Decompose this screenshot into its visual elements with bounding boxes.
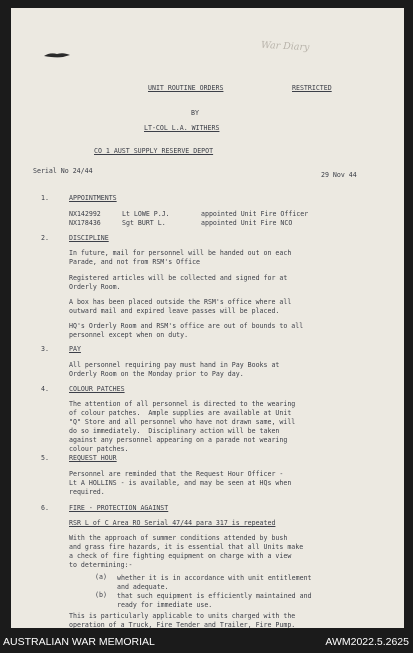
appointment-id: NX178436 (69, 219, 101, 227)
section-number: 2. (41, 234, 49, 242)
order-title: UNIT ROUTINE ORDERS (148, 84, 224, 92)
list-item-text: whether it is in accordance with unit entitlement and adequate. (117, 574, 312, 591)
section-number: 4. (41, 385, 49, 393)
paragraph: Registered articles will be collected and signed for at Orderly Room. (69, 274, 288, 291)
footer-accession-number: AWM2022.5.2625 (325, 636, 409, 648)
footer-source: AUSTRALIAN WAR MEMORIAL (3, 636, 155, 648)
paragraph: With the approach of summer conditions attended by bush and grass fire hazards, it is essential that all Units make a check of fire fighting equipment on charge with a view to determining:- (69, 534, 304, 569)
section-heading-colour-patches: COLOUR PATCHES (69, 385, 125, 393)
order-date: 29 Nov 44 (321, 171, 357, 179)
paragraph: A box has been placed outside the RSM's office where all outward mail and expired leave passes will be placed. (69, 298, 292, 315)
list-item-label: (b) (95, 591, 107, 599)
paperclip-mark-icon (43, 52, 71, 58)
section-heading-request-hour: REQUEST HOUR (69, 454, 117, 462)
document-page (11, 8, 404, 628)
section-heading-discipline: DISCIPLINE (69, 234, 109, 242)
section-number: 1. (41, 194, 49, 202)
footer-bar (0, 632, 413, 653)
appointment-name: Sgt BURT L. (122, 219, 166, 227)
appointment-id: NX142992 (69, 210, 101, 218)
section-heading-pay: PAY (69, 345, 81, 353)
section-number: 3. (41, 345, 49, 353)
section-subheading: RSR L of C Area RO Serial 47/44 para 317 is repeated (69, 519, 276, 527)
unit-name: CO 1 AUST SUPPLY RESERVE DEPOT (94, 147, 214, 155)
appointment-role: appointed Unit Fire Officer (201, 210, 309, 218)
paragraph: All personnel requiring pay must hand in Pay Books at Orderly Room on the Monday prior to Pay day. (69, 361, 280, 378)
serial-number: Serial No 24/44 (33, 167, 93, 175)
appointment-role: appointed Unit Fire NCO (201, 219, 293, 227)
issuing-officer: LT-COL L.A. WITHERS (144, 124, 220, 132)
section-number: 6. (41, 504, 49, 512)
by-label: BY (191, 109, 199, 117)
list-item-label: (a) (95, 573, 107, 581)
classification: RESTRICTED (292, 84, 332, 92)
paragraph: In future, mail for personnel will be handed out on each Parade, and not from RSM's Office (69, 249, 292, 266)
list-item-text: that such equipment is efficiently maintained and ready for immediate use. (117, 592, 312, 609)
pencil-annotation: War Diary (260, 39, 310, 54)
section-heading-fire-protection: FIRE - PROTECTION AGAINST (69, 504, 169, 512)
section-number: 5. (41, 454, 49, 462)
paragraph: Personnel are reminded that the Request Hour Officer - Lt A HOLLINS - is available, and may be seen at HQs when required. (69, 470, 292, 496)
paragraph: The attention of all personnel is directed to the wearing of colour patches. Ample supplies are available at Unit "Q" Store and all personnel who have not drawn same, will do so immediately. Disciplinary action will be taken against any personnel appearing on a parade not wearing colour patches. (69, 400, 296, 453)
section-heading-appointments: APPOINTMENTS (69, 194, 117, 202)
appointment-name: Lt LOWE P.J. (122, 210, 170, 218)
paragraph: This is particularly applicable to units charged with the operation of a Truck, Fire Tender and Trailer, Fire Pump. (69, 612, 296, 628)
paragraph: HQ's Orderly Room and RSM's office are out of bounds to all personnel except when on duty. (69, 322, 304, 339)
